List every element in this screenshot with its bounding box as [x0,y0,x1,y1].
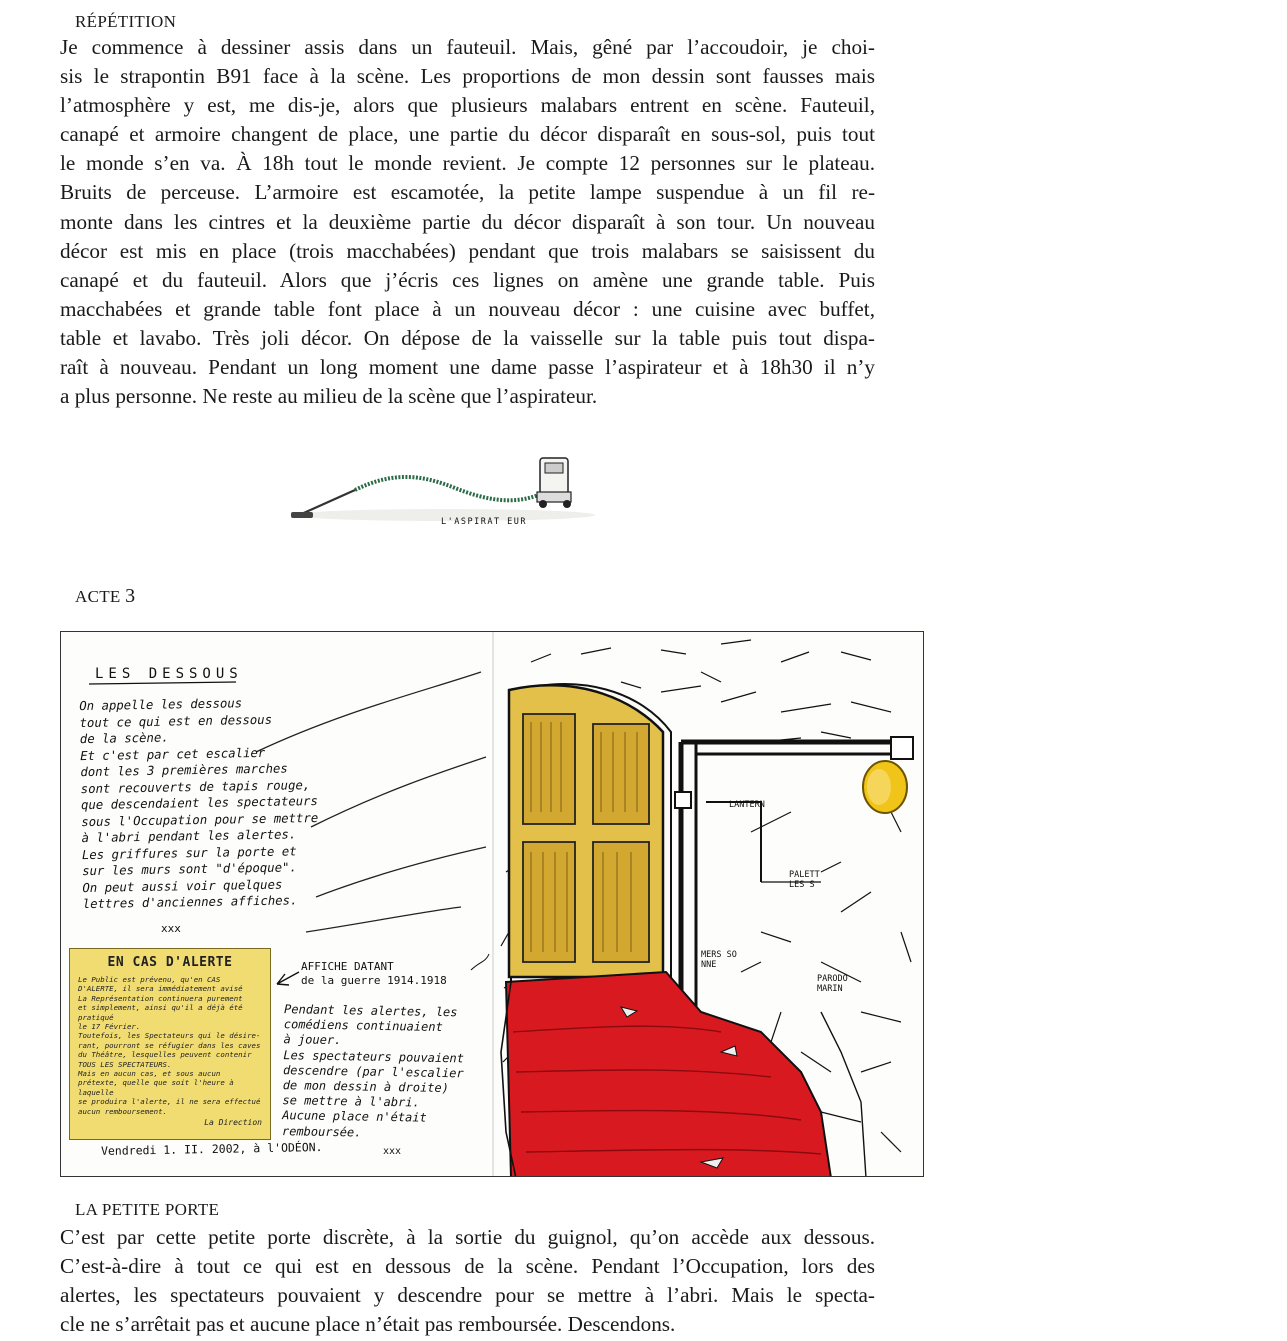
text-line: Je commence à dessiner assis dans un fauteuil. Mais, gêné par l’accoudoir, je choi- [60,35,875,59]
vacuum-illustration [285,448,595,538]
vacuum-drawing [285,448,595,538]
arrow-icon [277,972,299,985]
lamp-bracket [891,737,913,759]
sketch-line [311,757,486,827]
text-line: canapé et du fauteuil. Alors que j’écris ces lignes on amène une grande table. Puis [60,267,875,292]
sketch-line [316,847,486,897]
vacuum-panel [545,463,563,473]
wall-label: PALETT LES S [789,870,820,890]
red-carpet-stairs [506,972,831,1177]
door-panel [593,724,649,824]
poster-signature: La Direction [204,1118,262,1128]
wall-label: LANTERN [729,800,765,810]
paragraph-repetition [60,33,875,411]
lamp-highlight [867,769,891,805]
date-note: Vendredi 1. II. 2002, à l'ODÉON. [100,1140,323,1158]
poster-body: Le Public est prévenu, qu'en CAS D'ALERTE, il sera immédiatement avisé La Représentation continuera purement et simplement, ainsi qu'il a déjà été pratiqué le 17 Février. Toutefois, les Spectateurs qui le désire- rant, pourront se réfugier dans les caves du Théâtre, lesquelles peuvent contenir TOUS LES SPECTATEURS. Mais en aucun cas, et sous aucun prétexte, quelle que soit l'heure à laquelle se produira l'alerte, il ne sera effectué aucun remboursement. [78,975,261,1116]
door-panel [593,842,649,962]
illustration-plate [60,631,924,1177]
junction-box-icon [675,792,691,808]
text-line: le monde s’en va. À 18h tout le monde revient. Je compte 12 personnes sur le plateau. [60,151,875,176]
text-line: raît à nouveau. Pendant un long moment une dame passe l’aspirateur et à 18h30 il n’y [60,355,875,380]
vacuum-nozzle [291,512,313,518]
vacuum-wheel [563,500,571,508]
vacuum-wheel [539,500,547,508]
wall-label: MERS SO NNE [701,950,737,970]
section-heading-petite-porte: LA PETITE PORTE [75,1200,220,1219]
vacuum-hose [355,477,543,500]
text-line: canapé et armoire changent de place, une partie du décor disparaît en sous-sol, puis tout [60,122,875,147]
wall-label: PARODO MARIN [817,974,848,994]
sketch-line [306,907,461,932]
vacuum-caption: L'ASPIRAT EUR [441,517,528,527]
acte-number: 3 [125,585,136,607]
affiche-note: AFFICHE DATANT de la guerre 1914.1918 [301,960,447,987]
sketch-line [471,954,489,970]
alert-poster [69,948,271,1140]
text-line: l’atmosphère y est, me dis-je, alors que plusieurs malabars entrent en scène. Fauteuil, [60,93,875,118]
text-line: décor est mis en place (trois macchabées) pendant que trois malabars se saisissent du [60,238,875,263]
text-line: table et lavabo. Très joli décor. On dépose de la vaisselle sur la table puis tout dispa- [60,325,875,350]
section-heading-acte [75,585,135,608]
poster-title: EN CAS D'ALERTE [107,955,233,970]
text-line: C’est par cette petite porte discrète, à la sortie du guignol, qu’on accède aux dessous. [60,1225,875,1249]
text-line: cle ne s’arrêtait pas et aucune place n’était pas remboursée. Descendons. [60,1312,676,1337]
text-line: sis le strapontin B91 face à la scène. Les proportions de mon dessin sont fausses mais [60,64,875,89]
plate-title: LES DESSOUS [95,666,243,682]
paragraph-petite-porte [60,1223,875,1339]
alertes-note: Pendant les alertes, les comédiens continuaient à jouer. Les spectateurs pouvaient descendre (par l'escalier de mon dessin à droite) se mettre à l'abri. Aucune place n'était remboursée. [281,1002,465,1140]
text-line: monte dans les cintres et la deuxième partie du décor disparaît à son tour. Un nouveau [60,209,875,234]
text-line: C’est-à-dire à tout ce qui est en dessous de la scène. Pendant l’Occupation, lors des [60,1254,875,1279]
text-line: alertes, les spectateurs pouvaient y descendre pour se mettre à l’abri. Mais le specta- [60,1283,875,1308]
cable [706,802,761,882]
text-line: a plus personne. Ne reste au milieu de la scène que l’aspirateur. [60,384,598,409]
text-line: Bruits de perceuse. L’armoire est escamotée, la petite lampe suspendue à un fil re- [60,180,875,205]
text-line: macchabées et grande table font place à un nouveau décor : une cuisine avec buffet, [60,296,875,321]
plate-description: On appelle les dessous tout ce qui est en dessous de la scène. Et c'est par cet escalier dont les 3 premières marches sont recouverts de tapis rouge, que descendaient les spectateurs sous l'Occupation pour se mettre à l'abri pendant les alertes. Les griffures sur la porte et sur les murs sont "d'époque". On peut aussi voir quelques lettres d'anciennes affiches. [79,696,319,912]
section-heading-repetition: RÉPÉTITION [75,12,177,31]
acte-word: ACTE [75,587,121,606]
separator-mark: xxx [383,1146,402,1157]
title-underline [89,682,236,684]
separator-mark: xxx [161,922,181,935]
